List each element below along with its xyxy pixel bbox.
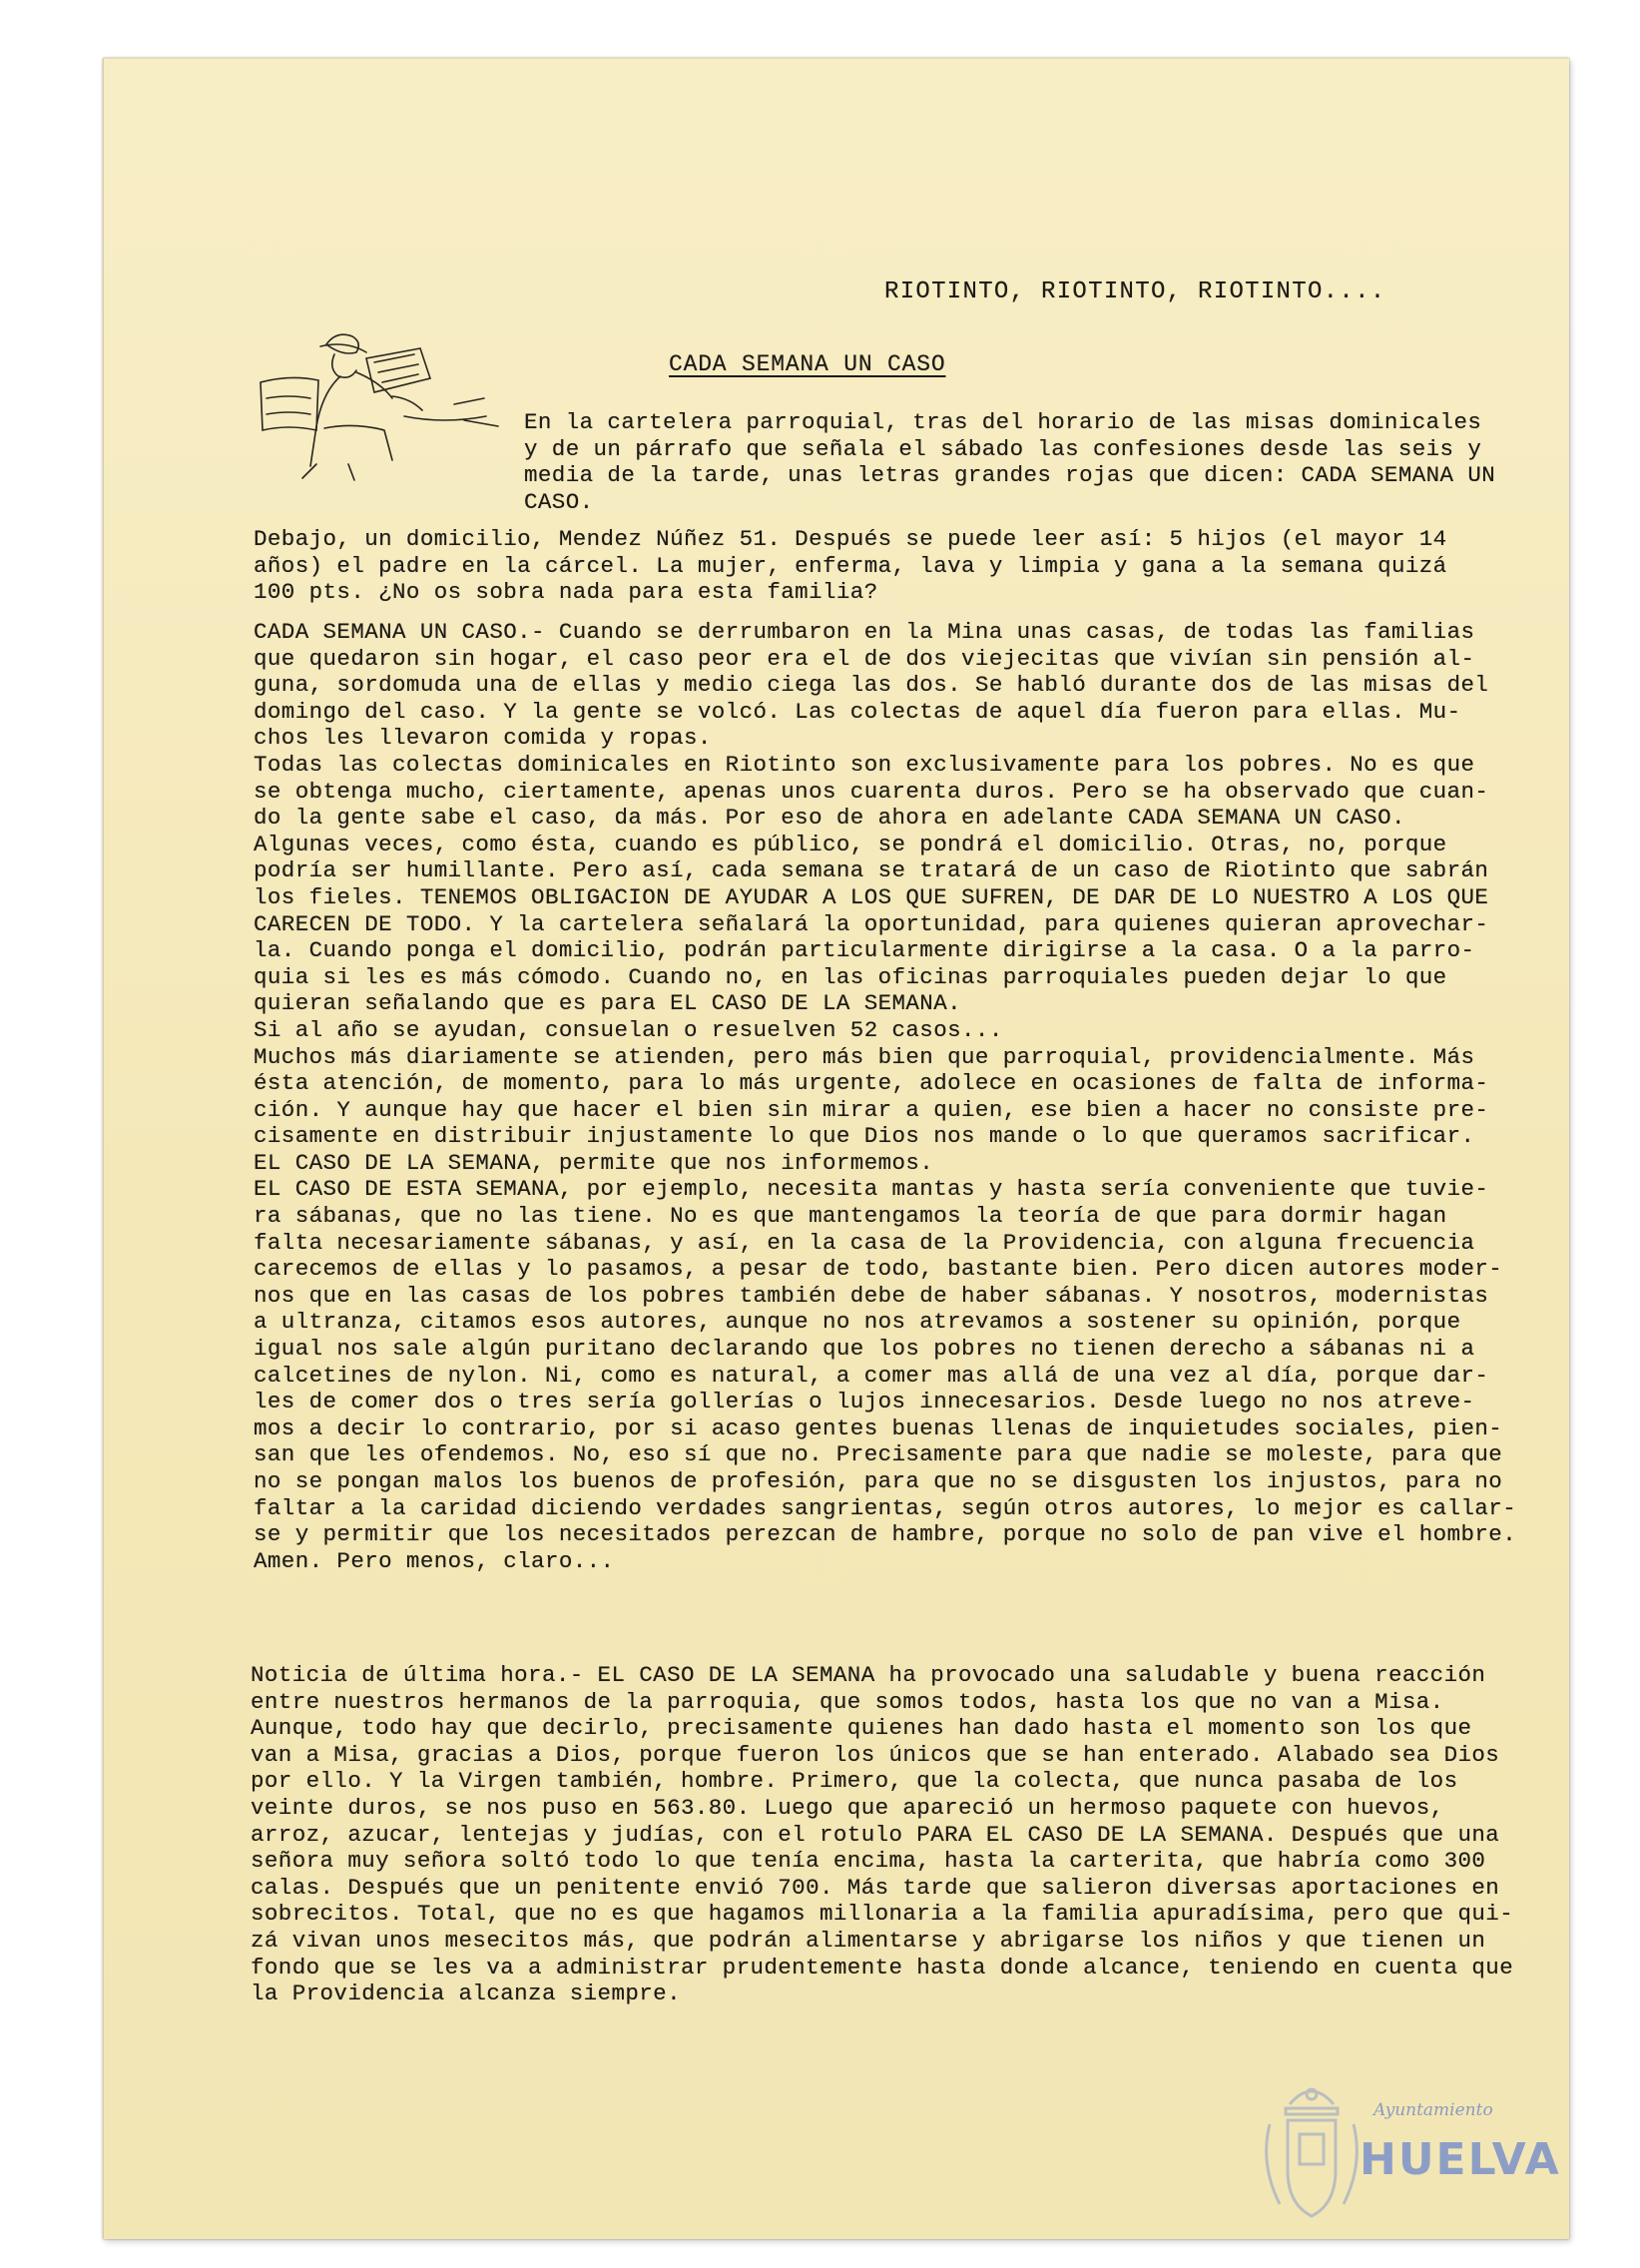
paragraph-main: CADA SEMANA UN CASO.- Cuando se derrumbaron en la Mina unas casas, de todas las familias que quedaron sin hogar, el caso peor era el de dos viejecitas que vivían sin pensión al- guna, sordomuda una de ellas y medio ciega las dos. Se habló durante dos de las misas del domingo del caso. Y la gente se volcó. Las colectas de aquel día fueron para ellas. Mu- chos les llevaron comida y ropas. Todas las colectas dominicales en Riotinto son exclusivamente para los pobres. No es que se obtenga mucho, ciertamente, apenas unos cuarenta duros. Pero se ha observado que cuan- do la gente sabe el caso, da más. Por eso de ahora en adelante CADA SEMANA UN CASO. Algunas veces, como ésta, cuando es público, se pondrá el domicilio. Otras, no, porque podría ser humillante. Pero así, cada semana se tratará de un caso de Riotinto que sabrán los fieles. TENEMOS OBLIGACION DE AYUDAR A LOS QUE SUFREN, DE DAR DE LO NUESTRO A LOS QUE CARECEN DE TODO. Y la cartelera señalará la oportunidad, para quienes quieran aprovechar- la. Cuando ponga el domicilio, podrán particularmente dirigirse a la casa. O a la parro- quia si les es más cómodo. Cuando no, en las oficinas parroquiales pueden dejar lo que quieran señalando que es para EL CASO DE LA SEMANA. Si al año se ayudan, consuelan o resuelven 52 casos... Muchos más diariamente se atienden, pero más bien que parroquial, providencialmente. Más ésta atención, de momento, para lo más urgente, adolece en ocasiones de falta de informa- ción. Y aunque hay que hacer el bien sin mirar a quien, ese bien a hacer no consiste pre- cisamente en distribuir injustamente lo que Dios nos mande o lo que queramos sacrificar. EL CASO DE LA SEMANA, permite que nos informemos. EL CASO DE ESTA SEMANA, por ejemplo, necesita mantas y hasta sería conveniente que tuvie- ra sábanas, que no las tiene. No es que mantengamos la teoría de que para dormir hagan falta necesariamente sábanas, y así, en la casa de la Providencia, con alguna frecuencia carecemos de ellas y lo pasamos, a pesar de todo, bastante bien. Pero dicen autores moder- nos que en las casas de los pobres también debe de haber sábanas. Y nosotros, modernistas a ultranza, citamos esos autores, aunque no nos atrevamos a sostener su opinión, porque igual nos sale algún puritano declarando que los pobres no tienen derecho a sábanas ni a calcetines de nylon. Ni, como es natural, a comer mas allá de una vez al día, porque dar- les de comer dos o tres sería gollerías o lujos innecesarios. Desde luego no nos atreve- mos a decir lo contrario, por si acaso gentes buenas llenas de inquietudes sociales, pien- san que les ofendemos. No, eso sí que no. Precisamente para que nadie se moleste, para que no se pongan malos los buenos de profesión, para que no se disgusten los injustos, para no faltar a la caridad diciendo verdades sangrientas, según otros autores, lo mejor es callar- se y permitir que los necesitados perezcan de hambre, porque no solo de pan vive el hombre. Amen. Pero menos, claro... <box>254 619 1517 1574</box>
section-heading: CADA SEMANA UN CASO <box>669 351 946 377</box>
paragraph-intro: En la cartelera parroquial, tras del horario de las misas dominicales y de un párrafo que señala el sábado las confesiones desde las seis y media de la tarde, unas letras grandes rojas que dicen: CADA SEMANA UN CASO. <box>524 409 1496 515</box>
watermark-city: HUELVA <box>1360 2134 1561 2185</box>
document-title: RIOTINTO, RIOTINTO, RIOTINTO.... <box>884 279 1386 305</box>
paragraph-address: Debajo, un domicilio, Mendez Núñez 51. Después se puede leer así: 5 hijos (el mayor 14 años) el padre en la cárcel. La mujer, enferma, lava y limpia y gana a la semana quizá 100 pts. ¿No os sobra nada para esta familia? <box>254 526 1447 606</box>
paragraph-latest-news: Noticia de última hora.- EL CASO DE LA SEMANA ha provocado una saludable y buena reacción entre nuestros hermanos de la parroquia, que somos todos, hasta los que no van a Misa. Aunque, todo hay que decirlo, precisamente quienes han dado hasta el momento son los que van a Misa, gracias a Dios, porque fueron los únicos que se han enterado. Alabado sea Dios por ello. Y la Virgen también, hombre. Primero, que la colecta, que nunca pasaba de los veinte duros, se nos puso en 563.80. Luego que apareció un hermoso paquete con huevos, arroz, azucar, lentejas y judías, con el rotulo PARA EL CASO DE LA SEMANA. Después que una señora muy señora soltó todo lo que tenía encima, hasta la carterita, que habría como 300 calas. Después que un penitente envió 700. Más tarde que salieron diversas aportaciones en sobrecitos. Total, que no es que hagamos millonaria a la familia apuradísima, pero que qui- zá vivan unos mesecitos más, que podrán alimentarse y abrigarse los niños y que tienen un fondo que se les va a administrar prudentemente hasta donde alcance, teniendo en cuenta que la Providencia alcanza siempre. <box>251 1662 1514 2007</box>
man-reading-sketch-icon <box>255 324 514 484</box>
watermark-label: Ayuntamiento <box>1373 2100 1493 2120</box>
